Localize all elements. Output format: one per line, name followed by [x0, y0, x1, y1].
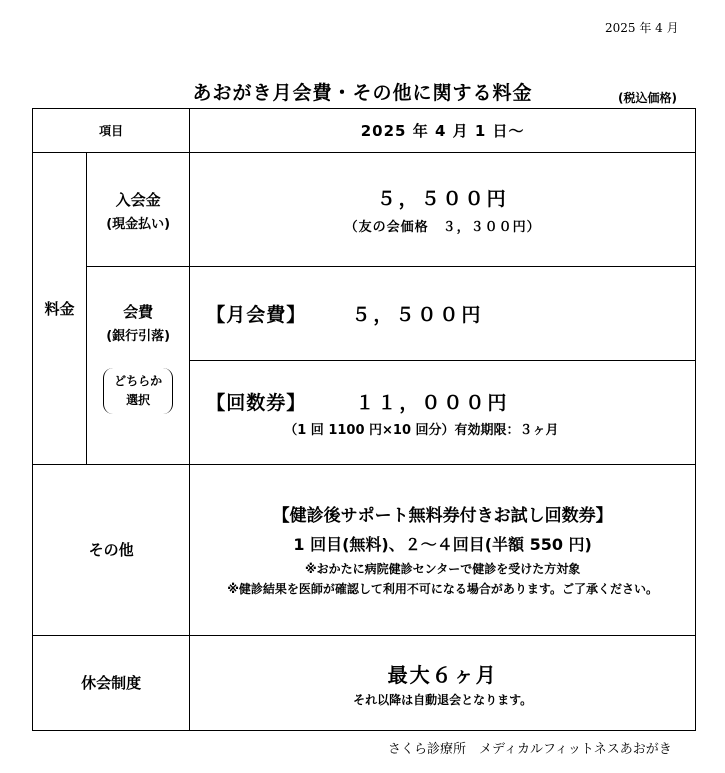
admission-sublabel: (現金払い) — [106, 217, 171, 232]
admission-label: 入会金 — [115, 191, 161, 209]
other-label: その他 — [33, 465, 190, 636]
suspension-content-cell — [190, 636, 696, 731]
monthly-fee-price: ５，５００円 — [351, 304, 484, 326]
suspension-row — [33, 636, 696, 731]
admission-price-cell — [190, 153, 696, 267]
choice-note — [103, 368, 173, 414]
fee-table — [32, 108, 696, 731]
monthly-fee-label: 【月会費】 — [206, 304, 307, 326]
page-title: あおがき月会費・その他に関する料金 — [192, 82, 533, 104]
trial-ticket-note-1: ※おかたに病院健診センターで健診を受けた方対象 — [305, 562, 581, 576]
ticket-note: （1 回 1100 円×10 回分）有効期限：３ヶ月 — [284, 422, 559, 438]
ticket-label: 【回数券】 — [206, 391, 307, 414]
choice-line-1: どちらか — [114, 374, 163, 388]
header-item-cell: 項目 — [33, 109, 190, 153]
ticket-price: １１，０００円 — [355, 391, 510, 414]
trial-ticket-heading: 【健診後サポート無料券付きお試し回数券】 — [272, 506, 613, 526]
other-content-cell — [190, 465, 696, 636]
membership-label: 会費 — [123, 303, 154, 321]
other-row — [33, 465, 696, 636]
membership-label-cell — [87, 267, 190, 465]
footer-clinic-name: さくら診療所 メディカルフィットネスあおがき — [388, 742, 672, 757]
admission-row — [33, 153, 696, 267]
monthly-row — [33, 267, 696, 361]
monthly-fee-cell — [190, 267, 696, 361]
table-header-row — [33, 109, 696, 153]
choice-line-2: 選択 — [126, 393, 151, 407]
ticket-cell — [190, 361, 696, 465]
suspension-note: それ以降は自動退会となります。 — [353, 692, 533, 707]
header-date-cell: 2025 年 4 月 1 日～ — [190, 109, 696, 153]
document-date: 2025 年 4 月 — [605, 21, 679, 35]
suspension-max: 最大６ヶ月 — [387, 662, 498, 687]
membership-sublabel: (銀行引落) — [106, 329, 171, 344]
admission-price: ５，５００円 — [376, 187, 509, 210]
fee-label: 料金 — [33, 153, 87, 465]
suspension-label: 休会制度 — [33, 636, 190, 731]
tax-note: (税込価格) — [618, 91, 677, 105]
admission-friend-price: （友の会価格 ３，３００円） — [344, 219, 541, 235]
admission-label-cell — [87, 153, 190, 267]
trial-ticket-note-2: ※健診結果を医師が確認して利用不可になる場合があります。ご了承ください。 — [227, 582, 658, 596]
trial-ticket-detail: 1 回目(無料)、２～４回目(半額 550 円) — [293, 535, 592, 554]
